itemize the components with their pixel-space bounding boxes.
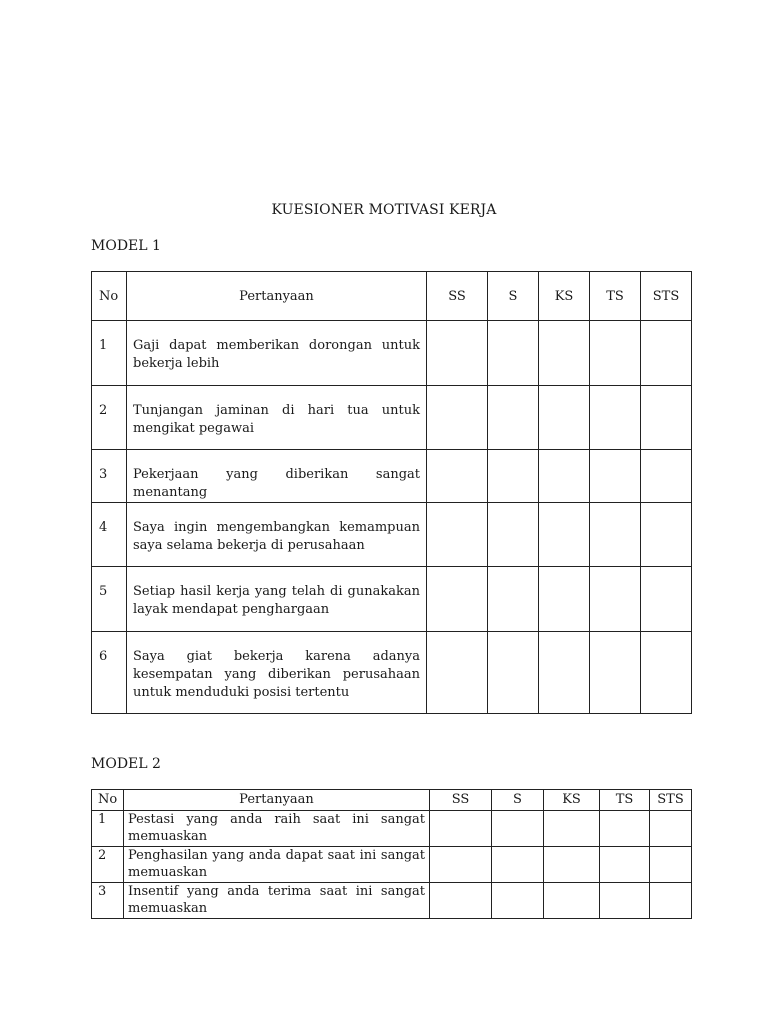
answer-cell-sts[interactable] xyxy=(641,386,692,450)
question-text: Saya ingin mengembangkan kemampuan saya selama bekerja di perusahaan xyxy=(127,503,427,567)
header-ss: SS xyxy=(430,790,492,811)
answer-cell-s[interactable] xyxy=(488,567,539,632)
header-question: Pertanyaan xyxy=(124,790,430,811)
answer-cell-s[interactable] xyxy=(492,883,544,919)
header-sts: STS xyxy=(641,272,692,321)
question-text: Pestasi yang anda raih saat ini sangat memuaskan xyxy=(124,811,430,847)
question-text: Insentif yang anda terima saat ini sangat memuaskan xyxy=(124,883,430,919)
row-number: 3 xyxy=(92,450,127,503)
header-no: No xyxy=(92,790,124,811)
header-ks: KS xyxy=(539,272,590,321)
answer-cell-ss[interactable] xyxy=(430,811,492,847)
answer-cell-sts[interactable] xyxy=(650,811,692,847)
header-ts: TS xyxy=(600,790,650,811)
answer-cell-ks[interactable] xyxy=(544,847,600,883)
page-title: KUESIONER MOTIVASI KERJA xyxy=(271,202,497,218)
header-ts: TS xyxy=(590,272,641,321)
answer-cell-ks[interactable] xyxy=(539,450,590,503)
table-row xyxy=(92,450,692,503)
answer-cell-ss[interactable] xyxy=(430,847,492,883)
answer-cell-ss[interactable] xyxy=(427,503,488,567)
answer-cell-ks[interactable] xyxy=(539,503,590,567)
answer-cell-s[interactable] xyxy=(488,450,539,503)
answer-cell-s[interactable] xyxy=(492,847,544,883)
header-s: S xyxy=(488,272,539,321)
table-row xyxy=(92,503,692,567)
answer-cell-ss[interactable] xyxy=(427,450,488,503)
question-text: Gaji dapat memberikan dorongan untuk bekerja lebih xyxy=(127,321,427,386)
table-row xyxy=(92,811,692,847)
answer-cell-s[interactable] xyxy=(488,632,539,714)
question-text: Pekerjaan yang diberikan sangat menantang xyxy=(127,450,427,503)
answer-cell-ks[interactable] xyxy=(544,811,600,847)
answer-cell-ts[interactable] xyxy=(590,450,641,503)
row-number: 1 xyxy=(92,811,124,847)
answer-cell-ts[interactable] xyxy=(590,321,641,386)
table-header-row xyxy=(92,272,692,321)
answer-cell-ss[interactable] xyxy=(427,321,488,386)
row-number: 6 xyxy=(92,632,127,714)
answer-cell-ks[interactable] xyxy=(544,883,600,919)
header-sts: STS xyxy=(650,790,692,811)
answer-cell-sts[interactable] xyxy=(641,321,692,386)
answer-cell-s[interactable] xyxy=(492,811,544,847)
question-text: Penghasilan yang anda dapat saat ini sangat memuaskan xyxy=(124,847,430,883)
model1-table xyxy=(91,271,692,714)
answer-cell-sts[interactable] xyxy=(641,567,692,632)
answer-cell-ts[interactable] xyxy=(590,386,641,450)
table-row xyxy=(92,321,692,386)
question-text: Saya giat bekerja karena adanya kesempatan yang diberikan perusahaan untuk menduduki posisi tertentu xyxy=(127,632,427,714)
answer-cell-ks[interactable] xyxy=(539,632,590,714)
answer-cell-s[interactable] xyxy=(488,386,539,450)
answer-cell-ks[interactable] xyxy=(539,567,590,632)
row-number: 5 xyxy=(92,567,127,632)
question-text: Tunjangan jaminan di hari tua untuk mengikat pegawai xyxy=(127,386,427,450)
answer-cell-ts[interactable] xyxy=(600,847,650,883)
answer-cell-ts[interactable] xyxy=(600,883,650,919)
model2-label: MODEL 2 xyxy=(91,756,161,772)
answer-cell-ks[interactable] xyxy=(539,386,590,450)
header-ks: KS xyxy=(544,790,600,811)
header-no: No xyxy=(92,272,127,321)
answer-cell-sts[interactable] xyxy=(641,632,692,714)
table-row xyxy=(92,883,692,919)
row-number: 2 xyxy=(92,847,124,883)
row-number: 2 xyxy=(92,386,127,450)
table-row xyxy=(92,567,692,632)
answer-cell-s[interactable] xyxy=(488,321,539,386)
answer-cell-ss[interactable] xyxy=(427,386,488,450)
model2-table xyxy=(91,789,692,919)
answer-cell-ts[interactable] xyxy=(590,567,641,632)
answer-cell-s[interactable] xyxy=(488,503,539,567)
answer-cell-ss[interactable] xyxy=(427,632,488,714)
header-question: Pertanyaan xyxy=(127,272,427,321)
answer-cell-ts[interactable] xyxy=(590,632,641,714)
table-row xyxy=(92,847,692,883)
answer-cell-ts[interactable] xyxy=(590,503,641,567)
table-row xyxy=(92,386,692,450)
table-header-row xyxy=(92,790,692,811)
answer-cell-sts[interactable] xyxy=(641,503,692,567)
answer-cell-sts[interactable] xyxy=(650,883,692,919)
header-ss: SS xyxy=(427,272,488,321)
answer-cell-sts[interactable] xyxy=(650,847,692,883)
row-number: 1 xyxy=(92,321,127,386)
answer-cell-ss[interactable] xyxy=(427,567,488,632)
header-s: S xyxy=(492,790,544,811)
answer-cell-ts[interactable] xyxy=(600,811,650,847)
answer-cell-ks[interactable] xyxy=(539,321,590,386)
answer-cell-sts[interactable] xyxy=(641,450,692,503)
row-number: 3 xyxy=(92,883,124,919)
answer-cell-ss[interactable] xyxy=(430,883,492,919)
table-row xyxy=(92,632,692,714)
question-text: Setiap hasil kerja yang telah di gunakakan layak mendapat penghargaan xyxy=(127,567,427,632)
model1-label: MODEL 1 xyxy=(91,238,161,254)
row-number: 4 xyxy=(92,503,127,567)
